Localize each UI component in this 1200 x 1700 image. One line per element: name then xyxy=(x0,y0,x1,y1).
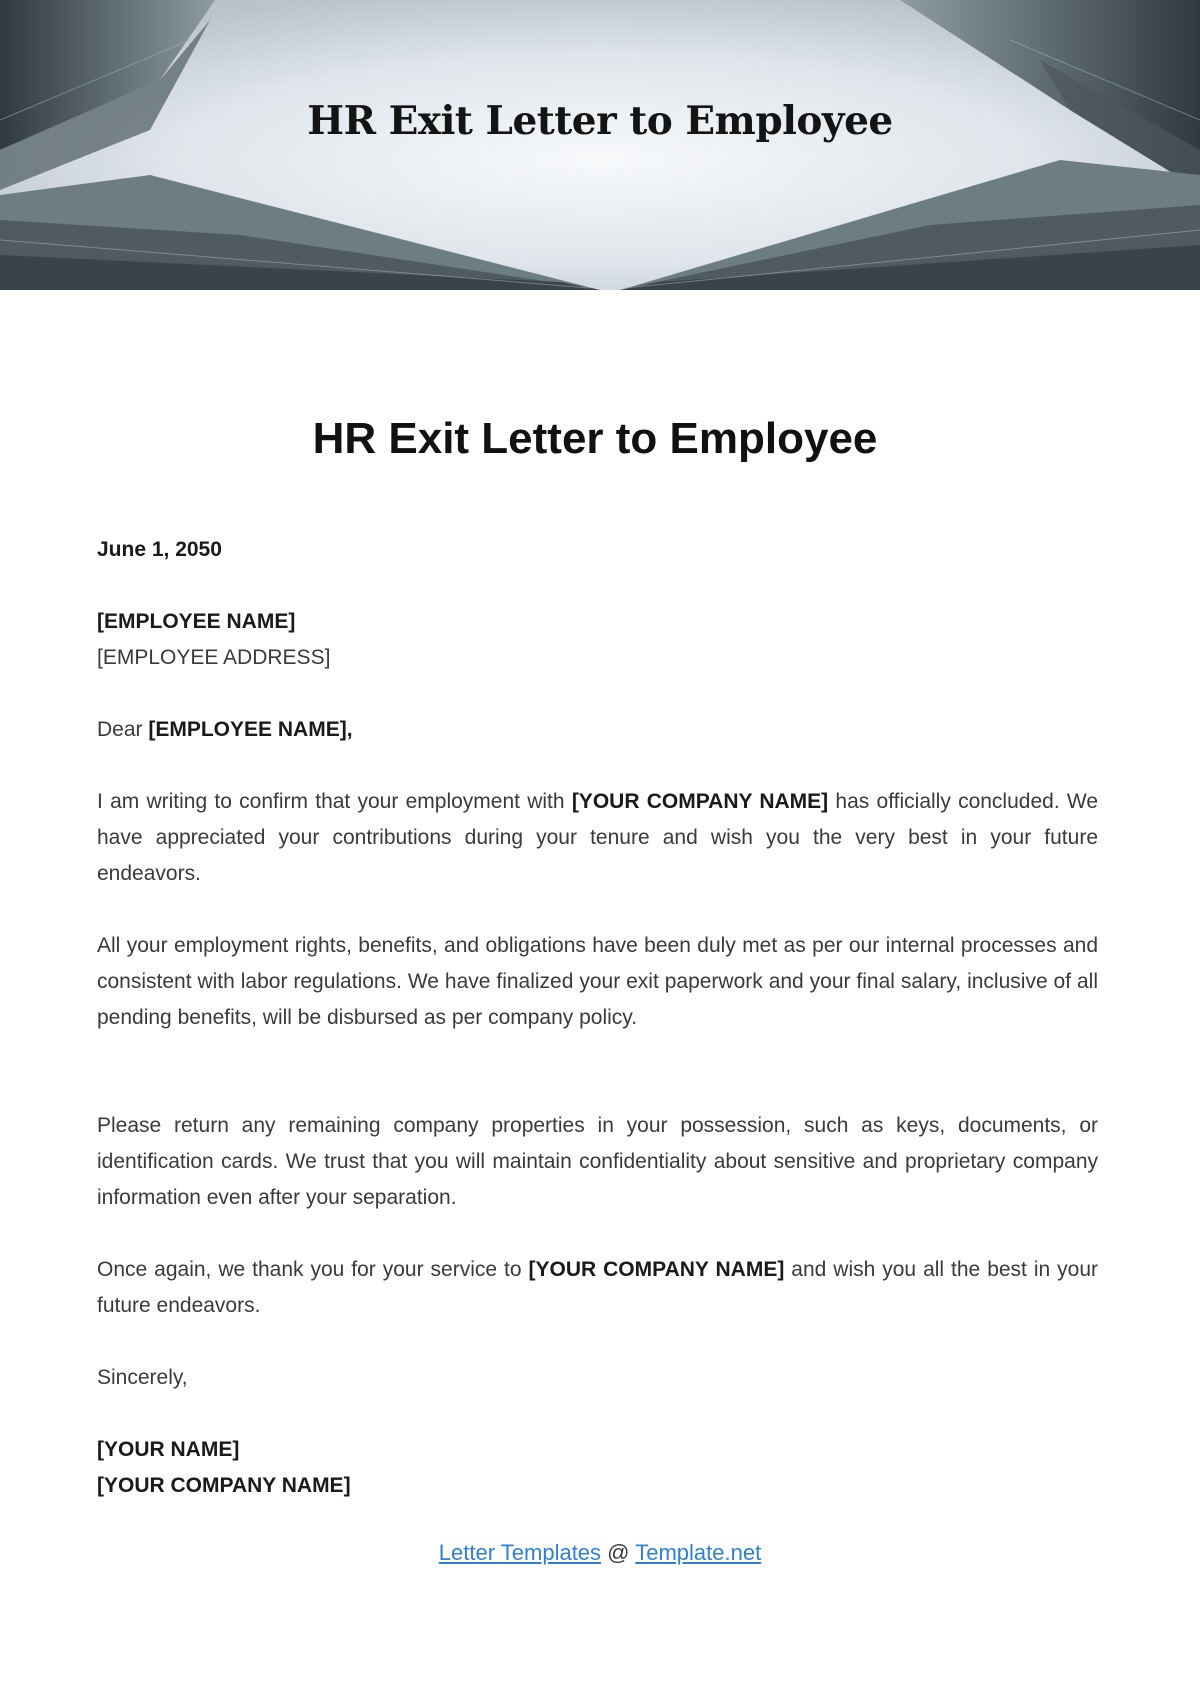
footer-separator: @ xyxy=(601,1540,636,1565)
signature-block xyxy=(97,1432,1098,1504)
recipient-address: [EMPLOYEE ADDRESS] xyxy=(97,646,331,669)
p4-text-after: and wish you all the best in your future endeavors. xyxy=(97,1258,1098,1317)
paragraph-4 xyxy=(97,1252,1098,1324)
banner-title: HR Exit Letter to Employee xyxy=(307,98,893,144)
p2-text: All your employment rights, benefits, and obligations have been duly met as per our internal processes and consistent with labor regulations. We have finalized your exit paperwork and your final salary, inclusive of all pending benefits, will be disbursed as per company policy. xyxy=(97,934,1098,1029)
p4-text-before: Once again, we thank you for your service to xyxy=(97,1258,529,1281)
paragraph-3 xyxy=(97,1108,1098,1216)
p4-company-name: [YOUR COMPANY NAME] xyxy=(528,1258,785,1281)
closing xyxy=(97,1360,1098,1396)
p1-text-before: I am writing to confirm that your employment with xyxy=(97,790,572,813)
recipient-name: [EMPLOYEE NAME] xyxy=(97,610,296,633)
paragraph-2 xyxy=(97,928,1098,1036)
page-title: HR Exit Letter to Employee xyxy=(312,414,878,463)
p1-text-after: has officially concluded. We have appreciated your contributions during your tenure and wish you the very best in your future endeavors. xyxy=(97,790,1099,885)
footer xyxy=(0,1540,1200,1566)
salutation-prefix: Dear xyxy=(97,718,149,741)
salutation-name: [EMPLOYEE NAME], xyxy=(148,718,353,741)
sender-name: [YOUR NAME] xyxy=(97,1438,240,1461)
header-banner xyxy=(0,0,1200,290)
recipient-block xyxy=(97,604,1098,676)
date-text: June 1, 2050 xyxy=(97,538,222,561)
template-net-link[interactable]: Template.net xyxy=(635,1540,762,1565)
letter-date xyxy=(97,532,1098,568)
paragraph-1 xyxy=(97,784,1098,892)
building-sky-image xyxy=(0,0,1200,290)
p3-text: Please return any remaining company properties in your possession, such as keys, documents, or identification cards. We trust that you will maintain confidentiality about sensitive and proprietary company information even after your separation. xyxy=(97,1114,1098,1209)
salutation xyxy=(97,712,1098,748)
p1-company-name: [YOUR COMPANY NAME] xyxy=(571,790,829,813)
sender-company: [YOUR COMPANY NAME] xyxy=(97,1474,351,1497)
letter-templates-link[interactable]: Letter Templates xyxy=(438,1540,602,1565)
closing-text: Sincerely, xyxy=(97,1366,188,1389)
